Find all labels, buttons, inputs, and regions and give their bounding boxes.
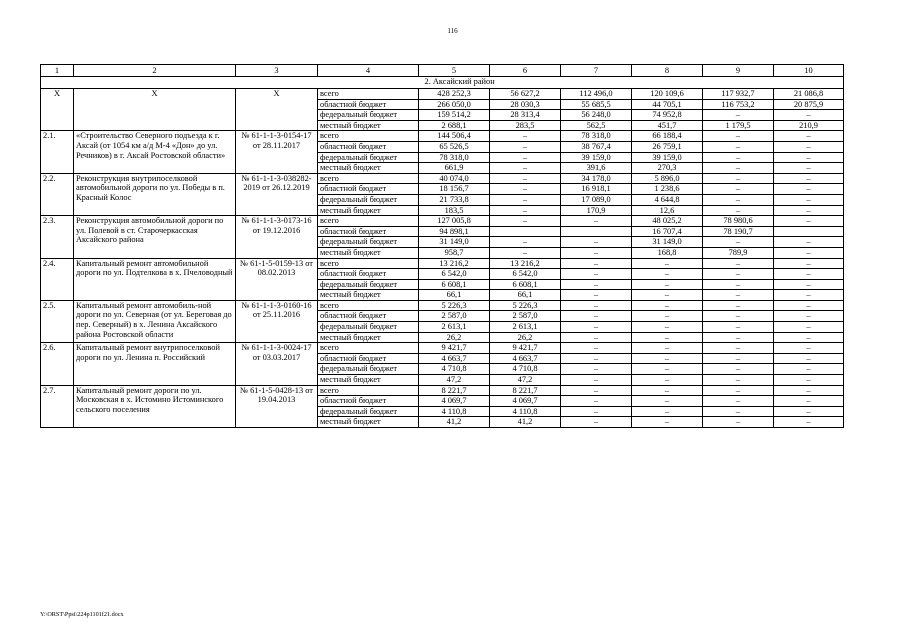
budget-value: 66,1 xyxy=(419,290,490,301)
district-spacer xyxy=(41,77,419,89)
budget-value: 120 109,6 xyxy=(632,89,703,100)
budget-value: 4 663,7 xyxy=(419,353,490,364)
budget-value: – xyxy=(561,396,632,407)
budget-value: – xyxy=(703,364,774,375)
funding-source: федеральный бюджет xyxy=(318,152,419,163)
budget-value: – xyxy=(561,269,632,280)
budget-value: – xyxy=(490,184,561,195)
budget-value: 94 898,1 xyxy=(419,226,490,237)
budget-value: 65 526,5 xyxy=(419,141,490,152)
funding-source: местный бюджет xyxy=(318,332,419,343)
budget-value: – xyxy=(561,247,632,258)
item-document: № 61-1-1-3-0160-16 от 25.11.2016 xyxy=(236,300,318,342)
budget-value: 78 318,0 xyxy=(419,152,490,163)
budget-value: – xyxy=(774,311,844,322)
budget-value: 40 074,0 xyxy=(419,173,490,184)
budget-value: – xyxy=(561,322,632,333)
budget-value: – xyxy=(774,385,844,396)
budget-value: 159 514,2 xyxy=(419,110,490,121)
budget-value: 47,2 xyxy=(490,375,561,386)
budget-value: 13 216,2 xyxy=(419,258,490,269)
budget-value: 5 896,0 xyxy=(632,173,703,184)
budget-value: – xyxy=(490,131,561,142)
budget-value: – xyxy=(632,311,703,322)
column-number: 7 xyxy=(561,65,632,77)
funding-source: федеральный бюджет xyxy=(318,110,419,121)
item-name: «Строительство Северного подъезда к г. Аксай (от 1054 км а/д М-4 «Дон» до ул. Речников) в г. Аксай Ростовской области» xyxy=(74,131,236,173)
funding-source: федеральный бюджет xyxy=(318,237,419,248)
budget-value: 5 226,3 xyxy=(490,300,561,311)
column-number-row xyxy=(41,65,844,77)
budget-value: – xyxy=(703,353,774,364)
budget-value: – xyxy=(774,247,844,258)
item-number: 2.6. xyxy=(41,343,74,385)
funding-source: местный бюджет xyxy=(318,375,419,386)
budget-value: – xyxy=(774,141,844,152)
budget-value: 4 663,7 xyxy=(490,353,561,364)
budget-value: – xyxy=(774,332,844,343)
funding-source: федеральный бюджет xyxy=(318,364,419,375)
budget-value: – xyxy=(774,205,844,216)
page-number: 116 xyxy=(447,27,458,35)
budget-value: 39 159,0 xyxy=(632,152,703,163)
budget-value: 47,2 xyxy=(419,375,490,386)
item-document: № 61-1-1-3-0154-17 от 28.11.2017 xyxy=(236,131,318,173)
budget-value: – xyxy=(490,216,561,227)
budget-value: – xyxy=(561,385,632,396)
budget-value: 56 627,2 xyxy=(490,89,561,100)
budget-value: – xyxy=(561,343,632,354)
item-name: Реконструкция автомобильной дороги по ул. Полевой в ст. Старочеркасская Аксайского района xyxy=(74,216,236,258)
budget-value: – xyxy=(561,290,632,301)
budget-value: – xyxy=(774,364,844,375)
table-row xyxy=(41,343,844,354)
item-document: № 61-1-1-3-0173-16 от 19.12.2016 xyxy=(236,216,318,258)
budget-value: – xyxy=(774,216,844,227)
budget-value: – xyxy=(703,184,774,195)
funding-source: всего xyxy=(318,300,419,311)
table-row xyxy=(41,89,844,100)
table-row xyxy=(41,258,844,269)
funding-source: местный бюджет xyxy=(318,290,419,301)
budget-value: – xyxy=(703,300,774,311)
budget-value: – xyxy=(703,279,774,290)
budget-value: – xyxy=(703,406,774,417)
column-number: 8 xyxy=(632,65,703,77)
item-number: 2.7. xyxy=(41,385,74,427)
funding-source: областной бюджет xyxy=(318,184,419,195)
table-row xyxy=(41,173,844,184)
budget-value: – xyxy=(703,375,774,386)
budget-value: 55 685,5 xyxy=(561,99,632,110)
funding-source: областной бюджет xyxy=(318,226,419,237)
budget-value: – xyxy=(561,332,632,343)
funding-source: федеральный бюджет xyxy=(318,322,419,333)
budget-value: 391,6 xyxy=(561,163,632,174)
budget-value: – xyxy=(703,205,774,216)
table-row xyxy=(41,300,844,311)
budget-value: 112 496,0 xyxy=(561,89,632,100)
budget-value: – xyxy=(490,173,561,184)
budget-value: 562,5 xyxy=(561,120,632,131)
budget-value: 4 110,8 xyxy=(490,406,561,417)
column-number: 9 xyxy=(703,65,774,77)
budget-value: 6 608,1 xyxy=(490,279,561,290)
budget-value: – xyxy=(561,353,632,364)
budget-value: – xyxy=(774,163,844,174)
budget-value: – xyxy=(774,279,844,290)
budget-value: – xyxy=(632,269,703,280)
budget-value: – xyxy=(703,141,774,152)
budget-value: 5 226,3 xyxy=(419,300,490,311)
budget-value: – xyxy=(703,194,774,205)
budget-value: – xyxy=(774,110,844,121)
budget-value: – xyxy=(703,322,774,333)
funding-source: местный бюджет xyxy=(318,417,419,428)
budget-value: – xyxy=(632,332,703,343)
budget-value: 2 688,1 xyxy=(419,120,490,131)
budget-value: 31 149,0 xyxy=(632,237,703,248)
budget-value: 28 313,4 xyxy=(490,110,561,121)
budget-value: – xyxy=(774,322,844,333)
district-row xyxy=(41,77,844,89)
item-number: 2.1. xyxy=(41,131,74,173)
item-number: 2.2. xyxy=(41,173,74,215)
funding-source: всего xyxy=(318,131,419,142)
budget-value: 6 608,1 xyxy=(419,279,490,290)
column-number: 2 xyxy=(74,65,236,77)
budget-value: – xyxy=(490,247,561,258)
budget-value: – xyxy=(703,332,774,343)
item-document: Х xyxy=(236,89,318,131)
budget-value: 2 613,1 xyxy=(419,322,490,333)
budget-value: – xyxy=(632,364,703,375)
funding-source: областной бюджет xyxy=(318,269,419,280)
budget-value: 74 952,8 xyxy=(632,110,703,121)
budget-value: – xyxy=(703,163,774,174)
funding-source: федеральный бюджет xyxy=(318,279,419,290)
budget-value: – xyxy=(561,364,632,375)
budget-value: 78 190,7 xyxy=(703,226,774,237)
budget-value: – xyxy=(703,290,774,301)
budget-value: 20 875,9 xyxy=(774,99,844,110)
budget-value: – xyxy=(774,375,844,386)
column-number: 1 xyxy=(41,65,74,77)
budget-value: 21 733,8 xyxy=(419,194,490,205)
budget-table-wrapper xyxy=(40,64,843,428)
funding-source: областной бюджет xyxy=(318,396,419,407)
budget-value: 18 156,7 xyxy=(419,184,490,195)
budget-value: 283,5 xyxy=(490,120,561,131)
item-number: 2.5. xyxy=(41,300,74,342)
table-row xyxy=(41,131,844,142)
budget-value: – xyxy=(632,322,703,333)
budget-value: 13 216,2 xyxy=(490,258,561,269)
budget-value: – xyxy=(703,385,774,396)
budget-value: 38 767,4 xyxy=(561,141,632,152)
budget-value: – xyxy=(703,110,774,121)
budget-value: 41,2 xyxy=(419,417,490,428)
budget-value: 26,2 xyxy=(490,332,561,343)
footer-file-path: Y:\ORST\Ppsi\224p1101f21.docx xyxy=(40,611,124,618)
item-number: Х xyxy=(41,89,74,131)
budget-value: – xyxy=(774,396,844,407)
budget-value: – xyxy=(561,258,632,269)
funding-source: федеральный бюджет xyxy=(318,406,419,417)
funding-source: областной бюджет xyxy=(318,141,419,152)
budget-value: – xyxy=(774,131,844,142)
budget-value: 8 221,7 xyxy=(490,385,561,396)
budget-value: – xyxy=(703,311,774,322)
budget-value: – xyxy=(561,417,632,428)
budget-value: – xyxy=(774,152,844,163)
funding-source: всего xyxy=(318,343,419,354)
budget-value: – xyxy=(490,194,561,205)
budget-value: 26,2 xyxy=(419,332,490,343)
budget-value: – xyxy=(490,163,561,174)
budget-value: – xyxy=(561,406,632,417)
item-number: 2.4. xyxy=(41,258,74,300)
column-number: 10 xyxy=(774,65,844,77)
budget-value: 2 613,1 xyxy=(490,322,561,333)
budget-value: – xyxy=(632,300,703,311)
budget-value: 12,6 xyxy=(632,205,703,216)
budget-value: 210,9 xyxy=(774,120,844,131)
budget-value: – xyxy=(632,343,703,354)
budget-value: 41,2 xyxy=(490,417,561,428)
budget-value: – xyxy=(774,237,844,248)
column-number: 4 xyxy=(318,65,419,77)
budget-value: – xyxy=(561,237,632,248)
budget-value: – xyxy=(774,343,844,354)
budget-value: 661,9 xyxy=(419,163,490,174)
budget-value xyxy=(490,226,561,237)
funding-source: областной бюджет xyxy=(318,353,419,364)
item-name: Х xyxy=(74,89,236,131)
budget-value: 144 506,4 xyxy=(419,131,490,142)
item-name: Капитальный ремонт внутрипоселковой дороги по ул. Ленина п. Российский xyxy=(74,343,236,385)
budget-value: – xyxy=(703,343,774,354)
budget-value: – xyxy=(774,258,844,269)
budget-value: 66,1 xyxy=(490,290,561,301)
budget-value: – xyxy=(490,141,561,152)
budget-value: 1 238,6 xyxy=(632,184,703,195)
budget-value: – xyxy=(561,216,632,227)
funding-source: всего xyxy=(318,258,419,269)
budget-value: – xyxy=(703,269,774,280)
budget-value: – xyxy=(774,406,844,417)
budget-value: 4 710,8 xyxy=(419,364,490,375)
budget-value: – xyxy=(774,269,844,280)
budget-value: – xyxy=(703,237,774,248)
funding-source: всего xyxy=(318,173,419,184)
budget-value: 28 030,3 xyxy=(490,99,561,110)
budget-value: 78 318,0 xyxy=(561,131,632,142)
item-name: Капитальный ремонт дороги по ул. Московская в х. Истомино Истоминского сельского поселения xyxy=(74,385,236,427)
table-body xyxy=(41,65,844,428)
budget-value: 4 110,8 xyxy=(419,406,490,417)
column-number: 3 xyxy=(236,65,318,77)
budget-value: – xyxy=(774,173,844,184)
budget-value: – xyxy=(490,237,561,248)
budget-value: 6 542,0 xyxy=(490,269,561,280)
budget-value: – xyxy=(774,184,844,195)
item-document: № 61-1-1-3-038282-2019 от 26.12.2019 xyxy=(236,173,318,215)
budget-value: – xyxy=(774,194,844,205)
funding-source: всего xyxy=(318,385,419,396)
budget-value: – xyxy=(490,152,561,163)
budget-value: 31 149,0 xyxy=(419,237,490,248)
funding-source: всего xyxy=(318,216,419,227)
budget-value: – xyxy=(632,258,703,269)
budget-value: 170,9 xyxy=(561,205,632,216)
budget-value: – xyxy=(632,406,703,417)
budget-value: 4 644,8 xyxy=(632,194,703,205)
budget-value: 958,7 xyxy=(419,247,490,258)
item-number: 2.3. xyxy=(41,216,74,258)
budget-value: – xyxy=(774,300,844,311)
budget-value: 39 159,0 xyxy=(561,152,632,163)
budget-value: 26 759,1 xyxy=(632,141,703,152)
budget-value: 16 707,4 xyxy=(632,226,703,237)
item-document: № 61-1-1-3-0024-17 от 03.03.2017 xyxy=(236,343,318,385)
budget-value: 2 587,0 xyxy=(490,311,561,322)
funding-source: областной бюджет xyxy=(318,311,419,322)
budget-value: 4 710,8 xyxy=(490,364,561,375)
item-document: № 61-1-5-0428-13 от 19.04.2013 xyxy=(236,385,318,427)
budget-value: – xyxy=(632,385,703,396)
budget-value: 168,8 xyxy=(632,247,703,258)
budget-value: 266 050,0 xyxy=(419,99,490,110)
district-title: 2. Аксайский район xyxy=(419,77,844,89)
budget-value: 8 221,7 xyxy=(419,385,490,396)
budget-value: 117 932,7 xyxy=(703,89,774,100)
budget-value: – xyxy=(774,290,844,301)
item-name: Реконструкция внутрипоселковой автомобильной дороги по ул. Победы в п. Красный Колос xyxy=(74,173,236,215)
funding-source: местный бюджет xyxy=(318,205,419,216)
budget-value: 17 089,0 xyxy=(561,194,632,205)
budget-value: 16 918,1 xyxy=(561,184,632,195)
budget-value: 116 753,2 xyxy=(703,99,774,110)
budget-value: 9 421,7 xyxy=(490,343,561,354)
budget-value: 6 542,0 xyxy=(419,269,490,280)
budget-value: 789,9 xyxy=(703,247,774,258)
budget-value: 21 086,8 xyxy=(774,89,844,100)
budget-value: 44 705,1 xyxy=(632,99,703,110)
funding-source: местный бюджет xyxy=(318,120,419,131)
budget-value: – xyxy=(561,300,632,311)
budget-value: 2 587,0 xyxy=(419,311,490,322)
budget-value: – xyxy=(703,152,774,163)
column-number: 5 xyxy=(419,65,490,77)
item-name: Капитальный ремонт автомобиль-ной дороги по ул. Северная (от ул. Береговая до пер. Северный) в х. Ленина Аксайского района Ростовской области xyxy=(74,300,236,342)
budget-value: 78 980,6 xyxy=(703,216,774,227)
budget-value: 34 178,0 xyxy=(561,173,632,184)
budget-value: – xyxy=(703,258,774,269)
funding-source: федеральный бюджет xyxy=(318,194,419,205)
budget-value: 428 252,3 xyxy=(419,89,490,100)
budget-value: 56 248,0 xyxy=(561,110,632,121)
table-row xyxy=(41,385,844,396)
budget-value: 4 069,7 xyxy=(419,396,490,407)
budget-value: 66 188,4 xyxy=(632,131,703,142)
budget-value: 451,7 xyxy=(632,120,703,131)
budget-value: – xyxy=(490,205,561,216)
budget-value: – xyxy=(632,396,703,407)
funding-source: всего xyxy=(318,89,419,100)
budget-value: – xyxy=(561,311,632,322)
funding-source: местный бюджет xyxy=(318,163,419,174)
budget-value: – xyxy=(632,353,703,364)
budget-value: – xyxy=(632,417,703,428)
budget-value: – xyxy=(561,279,632,290)
budget-value: 9 421,7 xyxy=(419,343,490,354)
budget-value: 127 005,8 xyxy=(419,216,490,227)
budget-value: 1 179,5 xyxy=(703,120,774,131)
item-document: № 61-1-5-0159-13 от 08.02.2013 xyxy=(236,258,318,300)
budget-value: – xyxy=(703,396,774,407)
funding-source: областной бюджет xyxy=(318,99,419,110)
budget-value: – xyxy=(774,353,844,364)
funding-source: местный бюджет xyxy=(318,247,419,258)
budget-value: – xyxy=(703,417,774,428)
budget-value: – xyxy=(561,375,632,386)
table-row xyxy=(41,216,844,227)
budget-value: 4 069,7 xyxy=(490,396,561,407)
budget-value xyxy=(774,226,844,237)
budget-value: 270,3 xyxy=(632,163,703,174)
budget-value: – xyxy=(703,131,774,142)
budget-table xyxy=(40,64,844,428)
budget-value: – xyxy=(774,417,844,428)
budget-value: – xyxy=(703,173,774,184)
budget-value: – xyxy=(632,279,703,290)
budget-value: 183,5 xyxy=(419,205,490,216)
budget-value: – xyxy=(632,375,703,386)
budget-value xyxy=(561,226,632,237)
item-name: Капитальный ремонт автомобильной дороги по ул. Подтелкова в х. Пчеловодный xyxy=(74,258,236,300)
column-number: 6 xyxy=(490,65,561,77)
budget-value: – xyxy=(632,290,703,301)
budget-value: 48 025,2 xyxy=(632,216,703,227)
